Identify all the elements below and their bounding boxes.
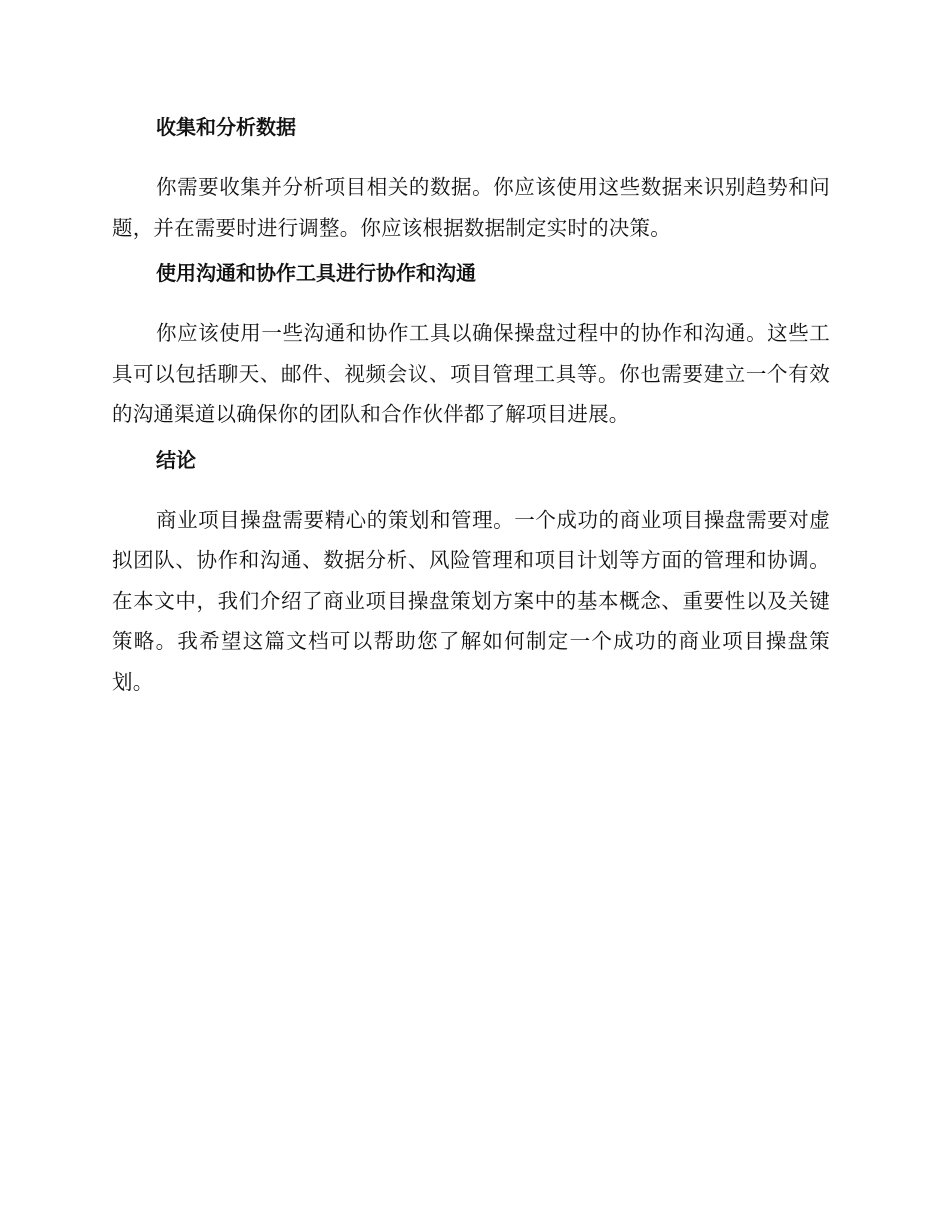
section-heading-conclusion: 结论 bbox=[156, 447, 196, 472]
spacer bbox=[112, 288, 830, 313]
document-body bbox=[112, 112, 830, 702]
section-paragraph-collaboration-tools: 你应该使用一些沟通和协作工具以确保操盘过程中的协作和沟通。这些工具可以包括聊天、邮件、视频会议、项目管理工具等。你也需要建立一个有效的沟通渠道以确保你的团队和合作伙伴都了解项目进展。 bbox=[112, 321, 830, 426]
spacer bbox=[112, 248, 830, 258]
section-heading-collaboration-tools: 使用沟通和协作工具进行协作和沟通 bbox=[156, 261, 476, 285]
spacer bbox=[112, 142, 830, 167]
section-paragraph-conclusion: 商业项目操盘需要精心的策划和管理。一个成功的商业项目操盘需要对虚拟团队、协作和沟通、数据分析、风险管理和项目计划等方面的管理和协调。在本文中，我们介绍了商业项目操盘策划方案中的基本概念、重要性以及关键策略。我希望这篇文档可以帮助您了解如何制定一个成功的商业项目操盘策划。 bbox=[112, 507, 830, 694]
section-paragraph-data-analysis: 你需要收集并分析项目相关的数据。你应该使用这些数据来识别趋势和问题，并在需要时进行调整。你应该根据数据制定实时的决策。 bbox=[112, 175, 830, 240]
spacer bbox=[112, 435, 830, 445]
spacer bbox=[112, 475, 830, 500]
section-heading-data-analysis: 收集和分析数据 bbox=[156, 115, 296, 139]
